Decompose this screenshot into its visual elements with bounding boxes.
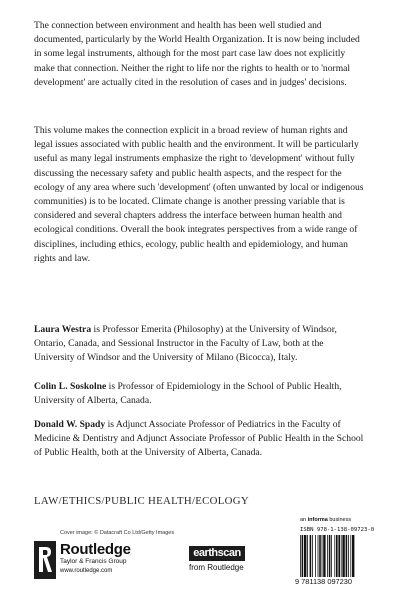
author-bio-text: is Adjunct Associate Professor of Pediatrics in the Faculty of Medicine & Dentistry and Adjunct Associate Professor of Public Health in the School of Public Health, both at the University of Alberta, Canada. [34,419,364,459]
isbn-digits: 9 781138 097230 [295,577,352,586]
earthscan-tagline: from Routledge [189,563,244,572]
author-name: Laura Westra [34,324,92,335]
informa-business-mark: an informa business [300,517,352,523]
informa-brand: informa [307,517,328,523]
barcode-icon [300,535,366,577]
author-bio [34,323,366,366]
author-bio-text: is Professor of Epidemiology in the School of Public Health, University of Alberta, Canada. [34,381,342,407]
cover-image-credit: Cover image: © Datacraft Co Ltd/Getty Images [60,530,175,536]
author-bio [34,380,366,408]
blurb-paragraph-2 [34,124,366,266]
publisher-name: Routledge [60,541,131,558]
author-bio [34,418,366,461]
blurb-text-1: The connection between environment and health has been well studied and documented, particularly by the World Health Organization. It is now being included in some legal instruments, although for the most part case law does not explicitly make that connection. Neither the right to life nor the rights to health or to 'normal development' are actually cited in the resolution of cases and in judges' decisions. [34,20,360,88]
author-name: Colin L. Soskolne [34,381,107,392]
publisher-group: Taylor & Francis Group [60,558,127,565]
author-name: Donald W. Spady [34,419,106,430]
subject-categories: LAW/ETHICS/PUBLIC HEALTH/ECOLOGY [34,495,249,507]
isbn-label: ISBN 978-1-138-09723-0 [300,527,375,533]
blurb-paragraph-1 [34,19,366,90]
author-bio-text: is Professor Emerita (Philosophy) at the University of Windsor, Ontario, Canada, and Sessional Instructor in the Faculty of Law, both at the University of Windsor and the University of Milano (Bicocca), Italy. [34,324,337,364]
routledge-logo-icon [34,541,56,579]
earthscan-logo-text: earthscan [193,547,241,559]
blurb-text-2: This volume makes the connection explicit in a broad review of human rights and legal issues associated with public health and the environment. It will be particularly useful as many legal instruments emphasize the right to 'development' without fully discussing the necessary safety and public health aspects, and the respect for the ecology of any area where such 'development' (often unwanted by local or indigenous communities) is to be located. Climate change is another pressing variable that is considered and several chapters address the interface between human health and ecological conditions. Overall the book integrates perspectives from a wide range of disciplines, including ethics, ecology, public health and epidemiology, and human rights and law. [34,125,364,264]
publisher-url: www.routledge.com [60,568,113,574]
